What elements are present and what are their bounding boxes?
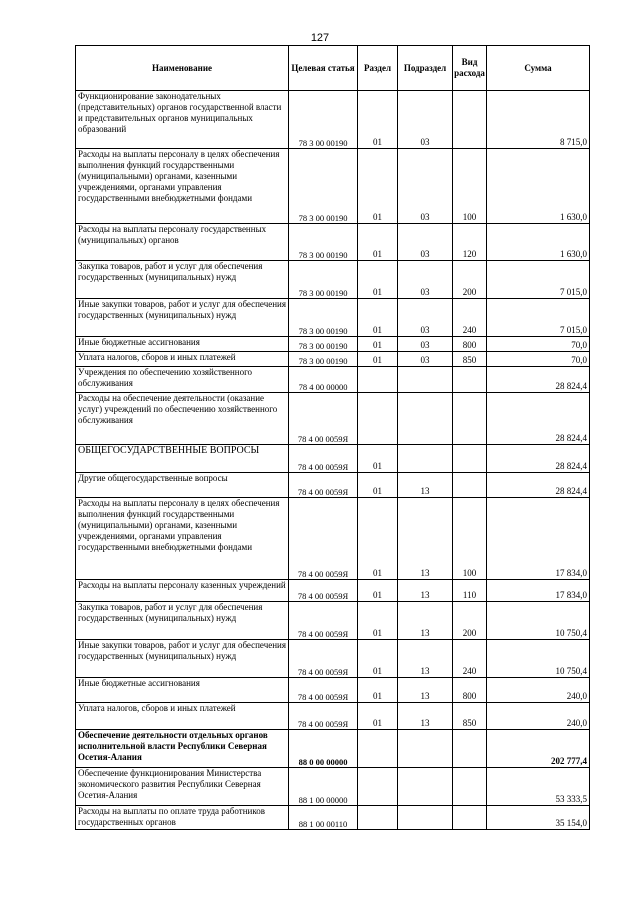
cell-section — [358, 768, 398, 806]
cell-sum: 17 834,0 — [487, 498, 590, 580]
cell-code: 88 0 00 00000 — [289, 730, 358, 768]
header-section: Раздел — [358, 46, 398, 91]
cell-sum: 28 824,4 — [487, 473, 590, 498]
cell-subsection: 13 — [398, 640, 453, 678]
table-row — [76, 730, 590, 768]
cell-subsection — [398, 445, 453, 473]
cell-section — [358, 367, 398, 393]
cell-section: 01 — [358, 703, 398, 730]
cell-kind — [453, 445, 487, 473]
header-target: Целевая статья — [289, 46, 358, 91]
table-row — [76, 149, 590, 224]
cell-code: 88 1 00 00000 — [289, 768, 358, 806]
cell-kind — [453, 473, 487, 498]
cell-code: 78 4 00 0059Я — [289, 703, 358, 730]
cell-sum: 202 777,4 — [487, 730, 590, 768]
table-row — [76, 498, 590, 580]
cell-kind — [453, 91, 487, 149]
cell-code: 78 3 00 00190 — [289, 261, 358, 299]
table-row — [76, 337, 590, 352]
cell-subsection — [398, 730, 453, 768]
cell-kind: 100 — [453, 498, 487, 580]
cell-code: 78 3 00 00190 — [289, 224, 358, 261]
cell-subsection — [398, 806, 453, 830]
cell-section — [358, 393, 398, 445]
table-header-row — [76, 46, 590, 91]
cell-sum: 1 630,0 — [487, 149, 590, 224]
cell-section: 01 — [358, 149, 398, 224]
cell-name: Расходы на выплаты персоналу государственных (муниципальных) органов — [76, 224, 289, 261]
cell-subsection — [398, 367, 453, 393]
cell-subsection: 03 — [398, 261, 453, 299]
cell-code: 78 4 00 0059Я — [289, 393, 358, 445]
cell-name: Расходы на выплаты персоналу в целях обеспечения выполнения функций государственными (муниципальными) органами, казенными учреждениями, органами управления государственными внебюджетными фондами — [76, 149, 289, 224]
cell-subsection: 03 — [398, 91, 453, 149]
table-body — [76, 91, 590, 830]
cell-kind: 100 — [453, 149, 487, 224]
cell-code: 78 3 00 00190 — [289, 91, 358, 149]
cell-section: 01 — [358, 678, 398, 703]
cell-name: Иные бюджетные ассигнования — [76, 678, 289, 703]
cell-sum: 28 824,4 — [487, 367, 590, 393]
header-sum: Сумма — [487, 46, 590, 91]
cell-name: Расходы на выплаты по оплате труда работников государственных органов — [76, 806, 289, 830]
cell-code: 78 4 00 0059Я — [289, 678, 358, 703]
table-row — [76, 768, 590, 806]
cell-sum: 240,0 — [487, 703, 590, 730]
cell-name: Иные закупки товаров, работ и услуг для обеспечения государственных (муниципальных) нужд — [76, 299, 289, 337]
cell-sum: 28 824,4 — [487, 445, 590, 473]
cell-kind — [453, 393, 487, 445]
cell-section: 01 — [358, 261, 398, 299]
cell-section: 01 — [358, 640, 398, 678]
cell-section: 01 — [358, 602, 398, 640]
cell-kind — [453, 730, 487, 768]
table-row — [76, 224, 590, 261]
cell-name: Обеспечение функционирования Министерства экономического развития Республики Северная Осетия-Алания — [76, 768, 289, 806]
cell-section: 01 — [358, 473, 398, 498]
cell-code: 78 4 00 0059Я — [289, 580, 358, 602]
cell-sum: 240,0 — [487, 678, 590, 703]
cell-subsection: 03 — [398, 224, 453, 261]
cell-kind: 800 — [453, 678, 487, 703]
cell-section — [358, 806, 398, 830]
cell-name: Иные бюджетные ассигнования — [76, 337, 289, 352]
cell-kind: 120 — [453, 224, 487, 261]
cell-kind: 850 — [453, 703, 487, 730]
cell-kind — [453, 367, 487, 393]
cell-subsection: 03 — [398, 299, 453, 337]
page-number: 127 — [310, 32, 330, 44]
cell-kind — [453, 806, 487, 830]
cell-subsection: 13 — [398, 602, 453, 640]
cell-subsection: 13 — [398, 580, 453, 602]
table-row — [76, 580, 590, 602]
cell-sum: 8 715,0 — [487, 91, 590, 149]
cell-code: 78 3 00 00190 — [289, 352, 358, 367]
table-row — [76, 445, 590, 473]
cell-sum: 7 015,0 — [487, 299, 590, 337]
cell-subsection: 13 — [398, 473, 453, 498]
cell-sum: 10 750,4 — [487, 602, 590, 640]
cell-name: Другие общегосударственные вопросы — [76, 473, 289, 498]
header-subsection: Подраздел — [398, 46, 453, 91]
cell-section: 01 — [358, 91, 398, 149]
cell-section: 01 — [358, 224, 398, 261]
cell-kind: 240 — [453, 640, 487, 678]
cell-kind: 240 — [453, 299, 487, 337]
cell-section: 01 — [358, 337, 398, 352]
cell-sum: 28 824,4 — [487, 393, 590, 445]
cell-sum: 35 154,0 — [487, 806, 590, 830]
cell-code: 78 4 00 00000 — [289, 367, 358, 393]
cell-subsection: 03 — [398, 149, 453, 224]
table-row — [76, 640, 590, 678]
table-row — [76, 473, 590, 498]
cell-code: 78 4 00 0059Я — [289, 498, 358, 580]
header-name: Наименование — [76, 46, 289, 91]
cell-code: 78 3 00 00190 — [289, 149, 358, 224]
cell-subsection: 13 — [398, 703, 453, 730]
cell-subsection: 13 — [398, 498, 453, 580]
cell-name: Расходы на выплаты персоналу казенных учреждений — [76, 580, 289, 602]
cell-name: Уплата налогов, сборов и иных платежей — [76, 703, 289, 730]
table-row — [76, 299, 590, 337]
cell-sum: 53 333,5 — [487, 768, 590, 806]
table-row — [76, 393, 590, 445]
table-row — [76, 261, 590, 299]
cell-sum: 70,0 — [487, 337, 590, 352]
cell-code: 78 4 00 0059Я — [289, 602, 358, 640]
cell-kind: 850 — [453, 352, 487, 367]
table-row — [76, 678, 590, 703]
cell-code: 78 3 00 00190 — [289, 337, 358, 352]
cell-name: Расходы на обеспечение деятельности (оказание услуг) учреждений по обеспечению хозяйственного обслуживания — [76, 393, 289, 445]
cell-code: 78 4 00 0059Я — [289, 640, 358, 678]
table-row — [76, 352, 590, 367]
cell-name: Расходы на выплаты персоналу в целях обеспечения выполнения функций государственными (муниципальными) органами, казенными учреждениями, органами управления государственными внебюджетными фондами — [76, 498, 289, 580]
cell-name: Иные закупки товаров, работ и услуг для обеспечения государственных (муниципальных) нужд — [76, 640, 289, 678]
table-row — [76, 91, 590, 149]
table-row — [76, 602, 590, 640]
cell-name: Обеспечение деятельности отдельных органов исполнительной власти Республики Северная Осетия-Алания — [76, 730, 289, 768]
cell-sum: 1 630,0 — [487, 224, 590, 261]
cell-section — [358, 730, 398, 768]
cell-sum: 10 750,4 — [487, 640, 590, 678]
cell-name: Учреждения по обеспечению хозяйственного обслуживания — [76, 367, 289, 393]
budget-table — [75, 45, 590, 830]
cell-subsection — [398, 393, 453, 445]
cell-code: 78 3 00 00190 — [289, 299, 358, 337]
cell-name: ОБЩЕГОСУДАРСТВЕННЫЕ ВОПРОСЫ — [76, 445, 289, 473]
cell-sum: 70,0 — [487, 352, 590, 367]
cell-section: 01 — [358, 445, 398, 473]
table-row — [76, 703, 590, 730]
cell-kind: 110 — [453, 580, 487, 602]
cell-section: 01 — [358, 299, 398, 337]
cell-code: 78 4 00 0059Я — [289, 445, 358, 473]
cell-kind — [453, 768, 487, 806]
cell-code: 78 4 00 0059Я — [289, 473, 358, 498]
cell-kind: 800 — [453, 337, 487, 352]
cell-sum: 7 015,0 — [487, 261, 590, 299]
cell-name: Функционирование законодательных (представительных) органов государственной власти и представительных органов муниципальных образований — [76, 91, 289, 149]
table-row — [76, 367, 590, 393]
cell-subsection — [398, 768, 453, 806]
cell-kind: 200 — [453, 602, 487, 640]
cell-section: 01 — [358, 352, 398, 367]
cell-sum: 17 834,0 — [487, 580, 590, 602]
cell-kind: 200 — [453, 261, 487, 299]
cell-subsection: 03 — [398, 337, 453, 352]
cell-code: 88 1 00 00110 — [289, 806, 358, 830]
table-row — [76, 806, 590, 830]
cell-name: Закупка товаров, работ и услуг для обеспечения государственных (муниципальных) нужд — [76, 602, 289, 640]
header-kind: Вид расхода — [453, 46, 487, 91]
cell-subsection: 03 — [398, 352, 453, 367]
cell-section: 01 — [358, 580, 398, 602]
cell-section: 01 — [358, 498, 398, 580]
cell-name: Уплата налогов, сборов и иных платежей — [76, 352, 289, 367]
cell-name: Закупка товаров, работ и услуг для обеспечения государственных (муниципальных) нужд — [76, 261, 289, 299]
cell-subsection: 13 — [398, 678, 453, 703]
